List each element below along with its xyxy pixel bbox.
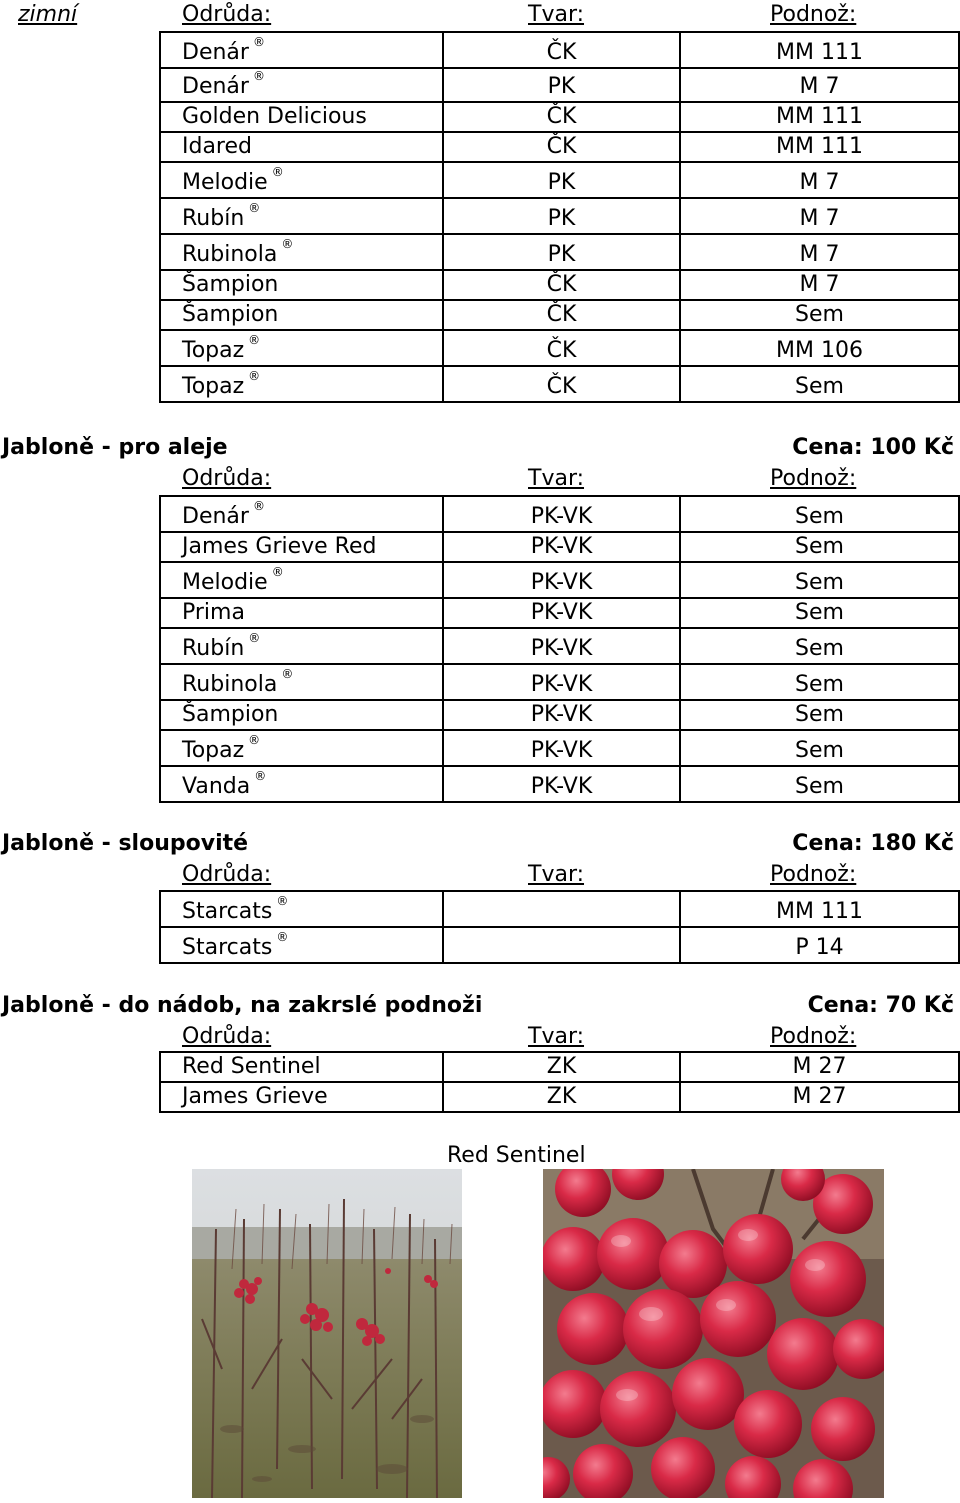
variety-name: James Grieve — [182, 1084, 328, 1109]
tree-shape: PK-VK — [530, 534, 593, 559]
tree-shape: PK — [547, 170, 576, 195]
rootstock-cell — [680, 366, 959, 402]
registered-mark-icon: ® — [252, 35, 265, 49]
shape-cell — [443, 1052, 680, 1082]
rootstock: Sem — [795, 302, 844, 327]
category-label-zimni: zimní — [18, 2, 78, 27]
rootstock-cell — [680, 532, 959, 562]
variety-cell — [160, 162, 443, 198]
tree-shape: PK-VK — [530, 672, 593, 697]
table-row — [160, 730, 959, 766]
registered-mark-icon: ® — [248, 333, 261, 347]
shape-cell — [443, 234, 680, 270]
table-row — [160, 628, 959, 664]
header-odruda: Odrůda: — [182, 862, 272, 887]
rootstock: MM 111 — [776, 104, 863, 129]
header-odruda: Odrůda: — [182, 1024, 272, 1049]
variety-cell — [160, 598, 443, 628]
shape-cell — [443, 700, 680, 730]
header-odruda: Odrůda: — [182, 2, 272, 27]
variety-name: Denár — [182, 40, 249, 65]
variety-name: Šampion — [182, 302, 279, 327]
table-row — [160, 532, 959, 562]
variety-name: Denár — [182, 74, 249, 99]
variety-name: Denár — [182, 504, 249, 529]
table-row — [160, 198, 959, 234]
rootstock: P 14 — [795, 935, 844, 960]
variety-cell — [160, 664, 443, 700]
header-tvar: Tvar: — [528, 1024, 585, 1049]
variety-cell — [160, 730, 443, 766]
rootstock-cell — [680, 234, 959, 270]
table-row — [160, 300, 959, 330]
rootstock-cell — [680, 628, 959, 664]
variety-cell — [160, 1052, 443, 1082]
column-header-row — [0, 464, 960, 492]
rootstock: MM 106 — [776, 338, 863, 363]
tree-shape: ZK — [546, 1054, 577, 1079]
variety-name: Rubín — [182, 636, 245, 661]
registered-mark-icon: ® — [254, 769, 267, 783]
variety-name: Golden Delicious — [182, 104, 367, 129]
rootstock: M 7 — [799, 74, 840, 99]
variety-cell — [160, 927, 443, 963]
shape-cell — [443, 68, 680, 102]
shape-cell — [443, 766, 680, 802]
variety-name: Starcats — [182, 935, 273, 960]
rootstock-cell — [680, 1082, 959, 1112]
header-podnoz: Podnož: — [770, 466, 857, 491]
rootstock-cell — [680, 891, 959, 927]
rootstock: Sem — [795, 570, 844, 595]
variety-cell — [160, 366, 443, 402]
variety-name: Idared — [182, 134, 252, 159]
rootstock: Sem — [795, 504, 844, 529]
shape-cell — [443, 496, 680, 532]
section-title-nadoby: Jabloně - do nádob, na zakrslé podnoži — [2, 993, 483, 1018]
shape-cell — [443, 532, 680, 562]
rootstock-cell — [680, 330, 959, 366]
variety-cell — [160, 496, 443, 532]
rootstock: M 7 — [799, 242, 840, 267]
variety-cell — [160, 766, 443, 802]
rootstock-cell — [680, 270, 959, 300]
section-price-aleje: Cena: 100 Kč — [792, 435, 954, 460]
section-title-sloupovite: Jabloně - sloupovité — [2, 831, 249, 856]
variety-cell — [160, 891, 443, 927]
rootstock-cell — [680, 1052, 959, 1082]
shape-cell — [443, 102, 680, 132]
table-row — [160, 1082, 959, 1112]
table-row — [160, 927, 959, 963]
rootstock: M 7 — [799, 170, 840, 195]
registered-mark-icon: ® — [248, 369, 261, 383]
tree-shape: PK — [547, 206, 576, 231]
shape-cell — [443, 628, 680, 664]
registered-mark-icon: ® — [252, 499, 265, 513]
rootstock-cell — [680, 598, 959, 628]
shape-cell — [443, 562, 680, 598]
tree-shape: ČK — [546, 104, 577, 129]
fruit-closeup-photo — [543, 1169, 884, 1498]
registered-mark-icon: ® — [248, 631, 261, 645]
section-price-nadoby: Cena: 70 Kč — [807, 993, 954, 1018]
variety-cell — [160, 330, 443, 366]
section-title-aleje: Jabloně - pro aleje — [2, 435, 228, 460]
rootstock: MM 111 — [776, 40, 863, 65]
rootstock: Sem — [795, 534, 844, 559]
photo-caption: Red Sentinel — [447, 1143, 586, 1168]
variety-name: Starcats — [182, 899, 273, 924]
header-odruda: Odrůda: — [182, 466, 272, 491]
shape-cell — [443, 664, 680, 700]
tree-shape: PK-VK — [530, 504, 593, 529]
rootstock: Sem — [795, 600, 844, 625]
registered-mark-icon: ® — [271, 565, 284, 579]
table-row — [160, 496, 959, 532]
variety-cell — [160, 532, 443, 562]
registered-mark-icon: ® — [281, 237, 294, 251]
rootstock: Sem — [795, 774, 844, 799]
rootstock-cell — [680, 300, 959, 330]
variety-cell — [160, 270, 443, 300]
table-row — [160, 664, 959, 700]
rootstock-cell — [680, 32, 959, 68]
header-podnoz: Podnož: — [770, 862, 857, 887]
variety-cell — [160, 700, 443, 730]
shape-cell — [443, 598, 680, 628]
table-row — [160, 162, 959, 198]
table-row — [160, 234, 959, 270]
rootstock: M 7 — [799, 272, 840, 297]
variety-cell — [160, 198, 443, 234]
rootstock: M 27 — [792, 1054, 847, 1079]
table-row — [160, 330, 959, 366]
variety-name: Šampion — [182, 702, 279, 727]
column-header-row — [0, 1022, 960, 1050]
rootstock: MM 111 — [776, 134, 863, 159]
registered-mark-icon: ® — [248, 733, 261, 747]
tree-shape: PK-VK — [530, 600, 593, 625]
registered-mark-icon: ® — [252, 69, 265, 83]
tree-shape: PK — [547, 74, 576, 99]
shape-cell — [443, 891, 680, 927]
variety-name: Topaz — [182, 374, 245, 399]
tree-shape: PK-VK — [530, 702, 593, 727]
shape-cell — [443, 32, 680, 68]
rootstock-cell — [680, 700, 959, 730]
variety-name: Rubinola — [182, 672, 278, 697]
variety-table-sloupovite — [159, 890, 960, 964]
variety-name: Prima — [182, 600, 245, 625]
table-row — [160, 562, 959, 598]
column-header-row — [0, 860, 960, 888]
tree-shape: PK-VK — [530, 738, 593, 763]
shape-cell — [443, 162, 680, 198]
tree-shape: ČK — [546, 272, 577, 297]
variety-name: Red Sentinel — [182, 1054, 321, 1079]
table-row — [160, 1052, 959, 1082]
shape-cell — [443, 330, 680, 366]
variety-name: Melodie — [182, 570, 268, 595]
variety-name: Melodie — [182, 170, 268, 195]
header-podnoz: Podnož: — [770, 2, 857, 27]
rootstock: Sem — [795, 702, 844, 727]
shape-cell — [443, 270, 680, 300]
shape-cell — [443, 198, 680, 234]
variety-name: Vanda — [182, 774, 251, 799]
variety-cell — [160, 102, 443, 132]
tree-shape: ČK — [546, 338, 577, 363]
rootstock: MM 111 — [776, 899, 863, 924]
rootstock-cell — [680, 132, 959, 162]
variety-name: Topaz — [182, 338, 245, 363]
rootstock-cell — [680, 198, 959, 234]
tree-shape: ČK — [546, 40, 577, 65]
orchard-photo — [192, 1169, 462, 1498]
tree-shape: PK-VK — [530, 636, 593, 661]
variety-cell — [160, 234, 443, 270]
rootstock-cell — [680, 927, 959, 963]
rootstock: M 27 — [792, 1084, 847, 1109]
variety-name: James Grieve Red — [182, 534, 377, 559]
variety-cell — [160, 132, 443, 162]
tree-shape: PK — [547, 242, 576, 267]
rootstock-cell — [680, 102, 959, 132]
variety-cell — [160, 1082, 443, 1112]
table-row — [160, 891, 959, 927]
rootstock-cell — [680, 664, 959, 700]
rootstock-cell — [680, 562, 959, 598]
variety-cell — [160, 32, 443, 68]
variety-name: Topaz — [182, 738, 245, 763]
rootstock: M 7 — [799, 206, 840, 231]
tree-shape: PK-VK — [530, 774, 593, 799]
table-row — [160, 270, 959, 300]
rootstock-cell — [680, 68, 959, 102]
shape-cell — [443, 1082, 680, 1112]
tree-shape: ČK — [546, 134, 577, 159]
rootstock-cell — [680, 496, 959, 532]
rootstock: Sem — [795, 636, 844, 661]
header-tvar: Tvar: — [528, 2, 585, 27]
tree-shape: PK-VK — [530, 570, 593, 595]
table-row — [160, 700, 959, 730]
variety-table-aleje — [159, 495, 960, 803]
shape-cell — [443, 132, 680, 162]
rootstock: Sem — [795, 738, 844, 763]
registered-mark-icon: ® — [276, 930, 289, 944]
variety-cell — [160, 562, 443, 598]
table-row — [160, 68, 959, 102]
variety-table-nadoby — [159, 1051, 960, 1113]
table-row — [160, 102, 959, 132]
rootstock: Sem — [795, 672, 844, 697]
shape-cell — [443, 366, 680, 402]
header-tvar: Tvar: — [528, 466, 585, 491]
table-row — [160, 132, 959, 162]
registered-mark-icon: ® — [248, 201, 261, 215]
header-tvar: Tvar: — [528, 862, 585, 887]
table-row — [160, 766, 959, 802]
registered-mark-icon: ® — [276, 894, 289, 908]
rootstock-cell — [680, 766, 959, 802]
variety-name: Rubinola — [182, 242, 278, 267]
variety-table-zimni — [159, 31, 960, 403]
rootstock-cell — [680, 730, 959, 766]
rootstock: Sem — [795, 374, 844, 399]
column-header-row — [0, 0, 960, 28]
shape-cell — [443, 300, 680, 330]
shape-cell — [443, 730, 680, 766]
rootstock-cell — [680, 162, 959, 198]
tree-shape: ČK — [546, 302, 577, 327]
tree-shape: ZK — [546, 1084, 577, 1109]
table-row — [160, 598, 959, 628]
shape-cell — [443, 927, 680, 963]
header-podnoz: Podnož: — [770, 1024, 857, 1049]
variety-cell — [160, 300, 443, 330]
registered-mark-icon: ® — [281, 667, 294, 681]
variety-name: Šampion — [182, 272, 279, 297]
registered-mark-icon: ® — [271, 165, 284, 179]
table-row — [160, 32, 959, 68]
section-price-sloupovite: Cena: 180 Kč — [792, 831, 954, 856]
tree-shape: ČK — [546, 374, 577, 399]
variety-cell — [160, 628, 443, 664]
variety-cell — [160, 68, 443, 102]
table-row — [160, 366, 959, 402]
variety-name: Rubín — [182, 206, 245, 231]
